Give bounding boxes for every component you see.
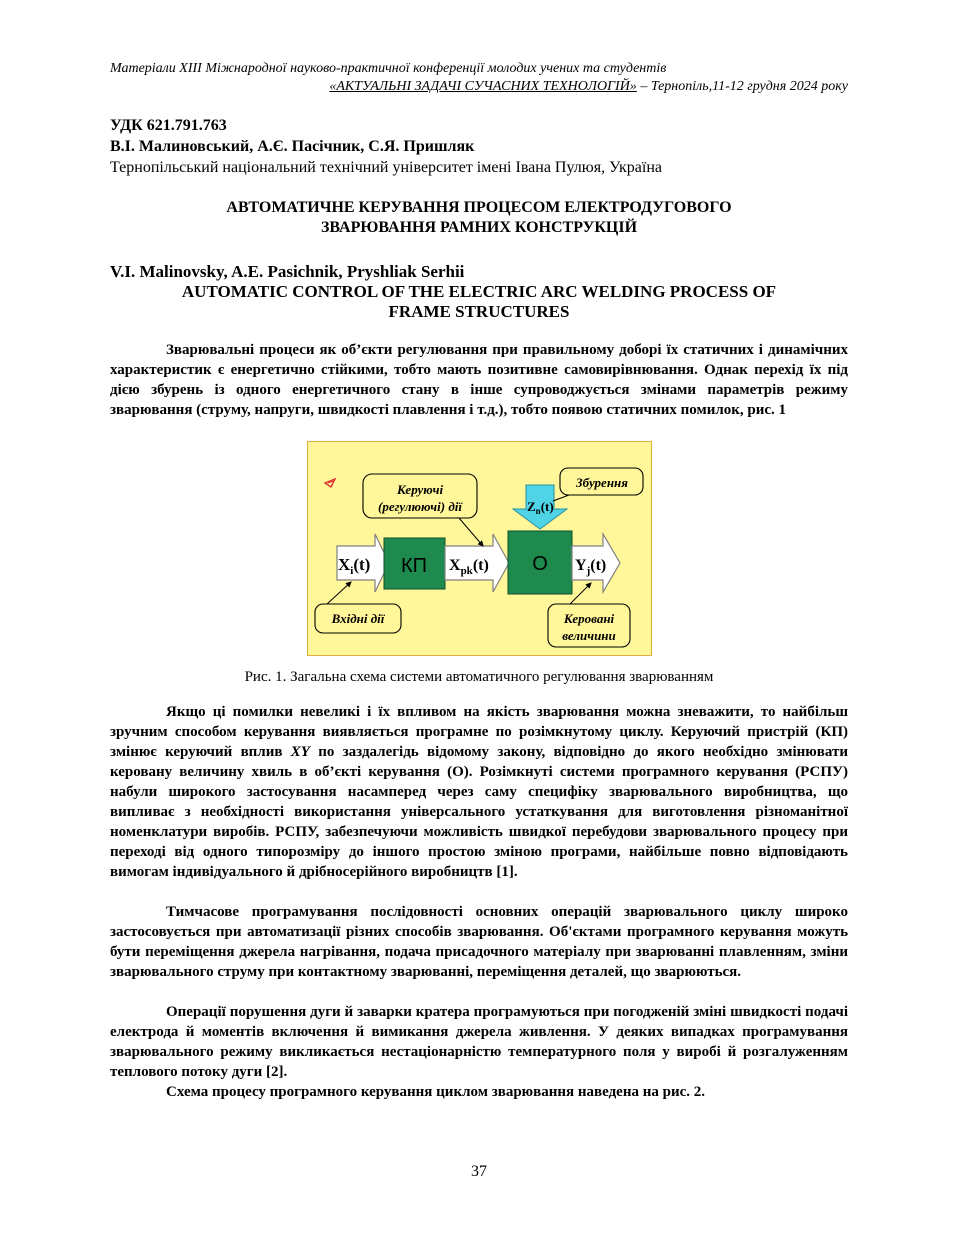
callout-outputs-line2: величини [562,628,616,643]
authors-ua: В.І. Малиновський, А.Є. Пасічник, С.Я. Пришляк [110,138,475,155]
callout-outputs-line1: Керовані [563,611,615,626]
callout-control-line2: (регулюючі) дії [378,499,462,514]
control-signal-label: $X_{pk}(t)$ [449,557,489,577]
paragraph-2-xy: XY [290,744,310,760]
conference-header-line1: Матеріали XIII Міжнародної науково-практичної конференції молодих учених та студентів [110,61,667,76]
title-ua-line2: ЗВАРЮВАННЯ РАМНИХ КОНСТРУКЦІЙ [320,219,638,236]
paragraph-2-text-a: Якщо ці помилки невеликі і їх впливом на якість зварювання можна зневажити, то найбільш зручним способом керування виявляється програмне по розімкнутому циклу. Керуючий пристрій (КП) змінює керуючий вплив [110,704,848,760]
paragraph-2-text-b: по заздалегідь відомому закону, відповідно до якого необхідно змінювати керовану величину хвиль в об’єкті керування (О). Розімкнуті системи програмного керування (РСПУ) набули широкого застосування насамперед через саму специфіку зварювального виробництва, що випливає з необхідності використання універсального устаткування для виготовлення різноманітної номенклатури виробів. РСПУ, забезпечуючи можливість швидкої перебудови зварювального процесу при переході від одного типорозміру до іншого простою зміною програми, найбільше повно відповідають вимогам індивідуального й дрібносерійного виробництв [1]. [110,744,848,880]
page-number: 37 [471,1163,487,1180]
authors-en: V.I. Malinovsky, A.E. Pasichnik, Pryshliak Serhii [110,262,465,281]
udk-code: УДК 621.791.763 [110,117,227,134]
paragraph-3-text: Тимчасове програмування послідовності основних операцій зварювального циклу широко застосовується при автоматизації різних способів зварювання. Об'єктами програмного керування можуть бути переміщення джерела нагрівання, подача присадочного матеріалу при зварюванні плавленням, зміни зварювального струму при контактному зварюванні, переміщення деталей, що зварюються. [110,904,848,980]
object-block-label: О [532,553,548,575]
paragraph-3 [110,902,848,982]
paragraph-1 [110,340,848,420]
title-en-line2: FRAME STRUCTURES [388,302,570,321]
disturbance-signal-label: $Z_n(t)$ [527,499,554,516]
paragraph-5-text: Схема процесу програмного керування циклом зварювання наведена на рис. 2. [166,1084,706,1100]
conference-date: – Тернопіль,11-12 грудня 2024 року [636,79,848,94]
callout-control-line1: Керуючі [396,482,444,497]
paragraph-5 [110,1082,848,1102]
controller-block-label: КП [400,555,428,577]
input-signal-label: $X_i(t)$ [338,555,371,577]
callout-disturbance-label: Збурення [576,475,628,490]
paragraph-4-text: Операції порушення дуги й заварки кратера програмуються при погодженій зміні швидкості подачі електрода й моментів включення й вимикання джерела живлення. У деяких випадках програмування зварювального режиму викликається нестаціонарністю температурного поля у виробі й розгалуженням теплового потоку дуги [2]. [110,1004,848,1080]
output-signal-label: $Y_j(t)$ [575,557,607,577]
paragraph-4 [110,1002,848,1082]
title-ua-line1: АВТОМАТИЧНЕ КЕРУВАННЯ ПРОЦЕСОМ ЕЛЕКТРОДУГОВОГО [226,199,732,216]
paragraph-1-text: Зварювальні процеси як об’єкти регулювання при правильному доборі їх статичних і динамічних характеристик є енергетично стійкими, тобто мають позитивне самовирівнювання. Однак перехід їх під дією збурень із одного енергетичного стану в інше супроводжується змінами параметрів режиму зварювання (струму, напруги, швидкості плавлення і т.д.), тобто появою статичних помилок, рис. 1 [110,342,848,418]
callout-inputs-label: Вхідні дії [331,611,385,626]
conference-header-line2 [110,78,848,95]
affiliation: Тернопільський національний технічний університет імені Івана Пулюя, Україна [110,159,662,176]
figure-1-diagram [307,441,652,656]
paragraph-2 [110,702,848,882]
title-en-line1: AUTOMATIC CONTROL OF THE ELECTRIC ARC WELDING PROCESS OF [181,282,777,301]
conference-name-link[interactable]: «АКТУАЛЬНІ ЗАДАЧІ СУЧАСНИХ ТЕХНОЛОГІЙ» [329,79,637,94]
figure-1-caption: Рис. 1. Загальна схема системи автоматичного регулювання зварюванням [244,669,714,685]
